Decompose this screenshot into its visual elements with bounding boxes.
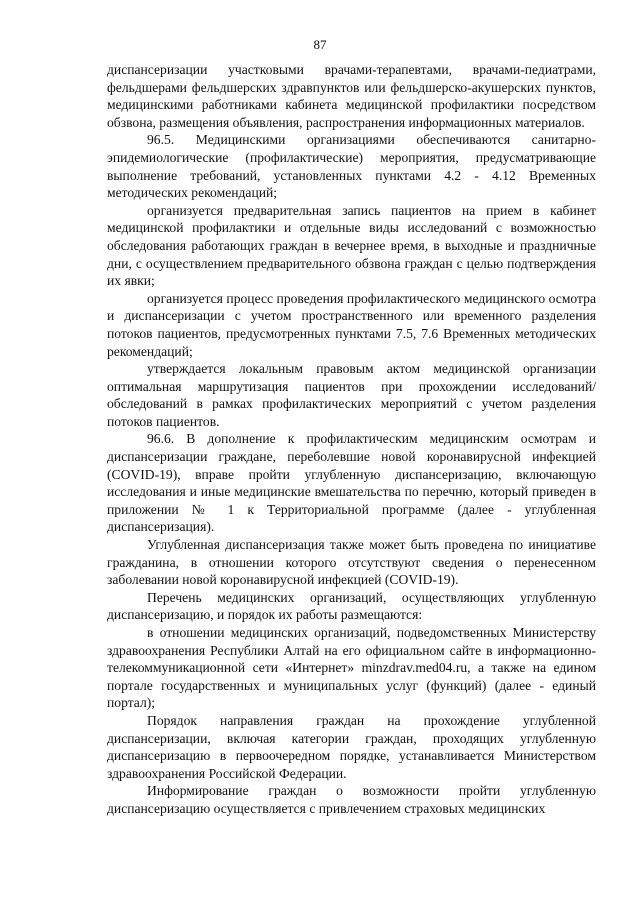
paragraph: организуется предварительная запись пациентов на прием в кабинет медицинской профилактики и отдельные виды исследований с возможностью обследования работающих граждан в вечернее время, в выходные и праздничные дни, с осуществлением предварительного обзвона граждан с целью подтверждения их явки; (107, 202, 596, 289)
paragraph: Информирование граждан о возможности пройти углубленную диспансеризацию осуществляется с привлечением страховых медицинских (107, 783, 596, 816)
paragraph: 96.6. В дополнение к профилактическим медицинским осмотрам и диспансеризации граждане, переболевшие новой коронавирусной инфекцией (COVID-19), вправе пройти углубленную диспансеризацию, включающую исследования и иные медицинские вмешательства по перечню, который приведен в приложении № 1 к Территориальной программе (далее - углубленная диспансеризация). (107, 431, 596, 535)
paragraph: утверждается локальным правовым актом медицинской организации оптимальная маршрутизация пациентов при прохождении исследований/обследований в рамках профилактических мероприятий с учетом разделения потоков пациентов. (107, 361, 596, 429)
paragraph: в отношении медицинских организаций, подведомственных Министерству здравоохранения Республики Алтай на его официальном сайте в информационно-телекоммуникационной сети «Интернет» minzdrav.med04.ru, а также на едином портале государственных и муниципальных услуг (функций) (далее - единый портал); (107, 625, 596, 711)
paragraph: Порядок направления граждан на прохождение углубленной диспансеризации, включая категории граждан, проходящих углубленную диспансеризацию в первоочередном порядке, устанавливается Министерством здравоохранения Российской Федерации. (107, 712, 596, 781)
paragraph: 96.5. Медицинскими организациями обеспечиваются санитарно-эпидемиологические (профилактические) мероприятия, предусматривающие выполнение требований, установленных пунктами 4.2 - 4.12 Временных методических рекомендаций; (107, 132, 596, 201)
paragraph: организуется процесс проведения профилактического медицинского осмотра и диспансеризации с учетом пространственного или временного разделения потоков пациентов, предусмотренных пунктами 7.5, 7.6 Временных методических рекомендаций; (107, 290, 596, 359)
paragraph: Перечень медицинских организаций, осуществляющих углубленную диспансеризацию, и порядок их работы размещаются: (107, 589, 596, 623)
document-body (107, 61, 596, 818)
paragraph: диспансеризации участковыми врачами-терапевтами, врачами-педиатрами, фельдшерами фельдшерских здравпунктов или фельдшерско-акушерских пунктов, медицинскими работниками кабинета медицинской профилактики посредством обзвона, размещения объявления, распространения информационных материалов. (107, 62, 596, 130)
paragraph: Углубленная диспансеризация также может быть проведена по инициативе гражданина, в отношении которого отсутствуют сведения о перенесенном заболевании новой коронавирусной инфекцией (COVID-19). (107, 537, 596, 588)
page-number: 87 (313, 37, 327, 52)
